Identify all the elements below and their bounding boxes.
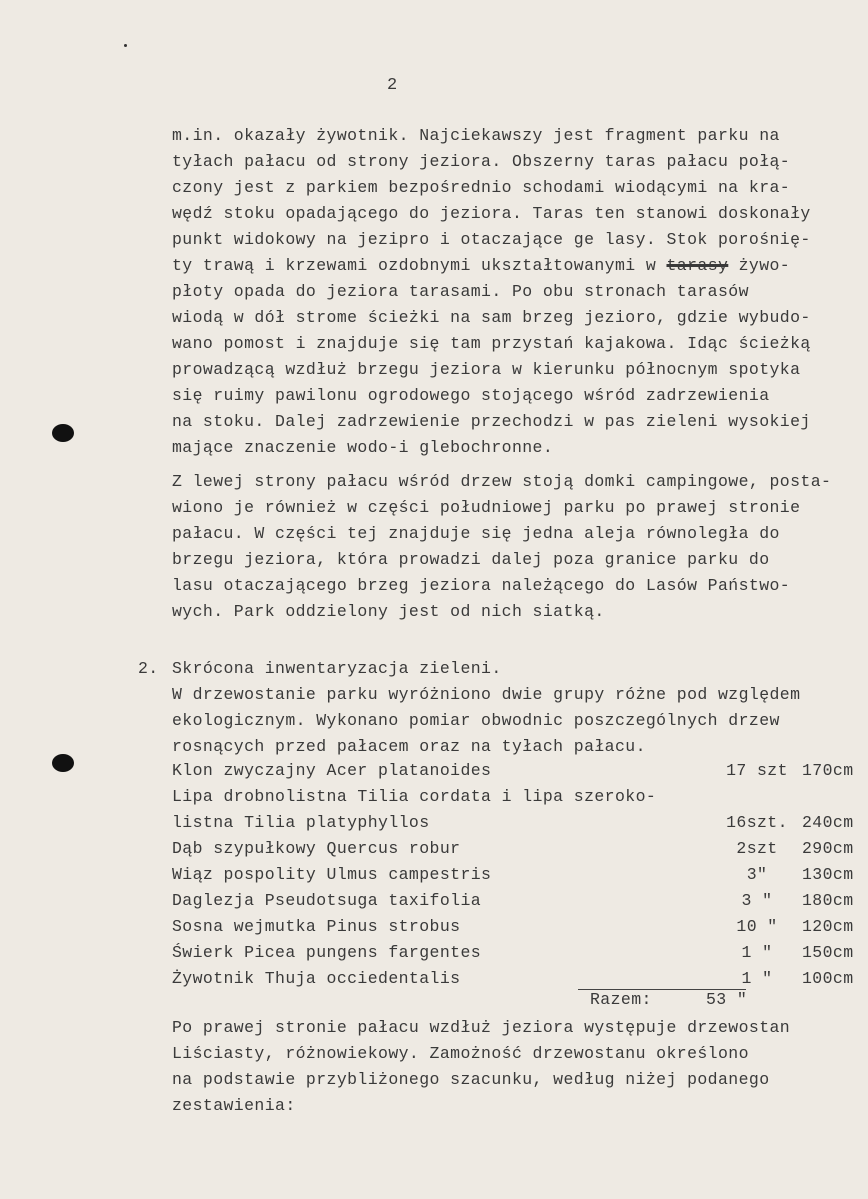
section-heading: Skrócona inwentaryzacja zieleni. bbox=[172, 659, 502, 678]
total-label: Razem: bbox=[590, 990, 652, 1009]
punch-hole-bottom bbox=[52, 754, 74, 772]
tree-count: 1 " bbox=[741, 943, 773, 962]
page-speck bbox=[124, 44, 127, 47]
tree-count: 3" bbox=[746, 865, 768, 884]
tree-count: 10 " bbox=[736, 917, 778, 936]
tree-name: Żywotnik Thuja occiedentalis bbox=[172, 969, 461, 988]
text-line: Z lewej strony pałacu wśród drzew stoją domki campingowe, posta- bbox=[172, 472, 832, 491]
text-line: Liściasty, różnowiekowy. Zamożność drzewostanu określono bbox=[172, 1044, 749, 1063]
tree-circumference: 130cm bbox=[802, 865, 854, 884]
text-line: punkt widokowy na jezipro i otaczające ge lasy. Stok porośnię- bbox=[172, 230, 811, 249]
tree-name: Dąb szypułkowy Quercus robur bbox=[172, 839, 461, 858]
tree-name: listna Tilia platyphyllos bbox=[172, 813, 430, 832]
tree-circumference: 180cm bbox=[802, 891, 854, 910]
tree-count: 3 " bbox=[741, 891, 773, 910]
section-number: 2. bbox=[138, 659, 159, 678]
tree-circumference: 170cm bbox=[802, 761, 854, 780]
text-line: Po prawej stronie pałacu wzdłuż jeziora występuje drzewostan bbox=[172, 1018, 791, 1037]
tree-circumference: 120cm bbox=[802, 917, 854, 936]
text-line: mające znaczenie wodo-i glebochronne. bbox=[172, 438, 554, 457]
text-line: wiodą w dół strome ścieżki na sam brzeg jezioro, gdzie wybudo- bbox=[172, 308, 811, 327]
tree-count: 2szt bbox=[736, 839, 778, 858]
text-fragment: ty trawą i krzewami ozdobnymi ukształtowanymi w bbox=[172, 256, 667, 275]
table-row bbox=[172, 865, 854, 889]
tree-name: Lipa drobnolistna Tilia cordata i lipa szeroko- bbox=[172, 787, 657, 806]
text-line: się ruimy pawilonu ogrodowego stojącego wśród zadrzewienia bbox=[172, 386, 770, 405]
text-line: płoty opada do jeziora tarasami. Po obu stronach tarasów bbox=[172, 282, 749, 301]
text-line: wych. Park oddzielony jest od nich siatką. bbox=[172, 602, 605, 621]
tree-circumference: 240cm bbox=[802, 813, 854, 832]
punch-hole-top bbox=[52, 424, 74, 442]
tree-count: 16szt. bbox=[726, 813, 788, 832]
text-line: na podstawie przybliżonego szacunku, według niżej podanego bbox=[172, 1070, 770, 1089]
text-fragment: żywo- bbox=[728, 256, 791, 275]
text-line: na stoku. Dalej zadrzewienie przechodzi w pas zieleni wysokiej bbox=[172, 412, 811, 431]
page-number: 2 bbox=[387, 76, 398, 95]
text-line: tyłach pałacu od strony jeziora. Obszerny taras pałacu połą- bbox=[172, 152, 791, 171]
text-line bbox=[172, 256, 790, 275]
text-line: prowadzącą wzdłuż brzegu jeziora w kierunku północnym spotyka bbox=[172, 360, 801, 379]
text-line: wano pomost i znajduje się tam przystań kajakowa. Idąc ścieżką bbox=[172, 334, 811, 353]
table-row bbox=[172, 891, 854, 915]
table-row bbox=[172, 943, 854, 967]
struck-word: tarasy bbox=[666, 256, 729, 275]
text-line: ekologicznym. Wykonano pomiar obwodnic poszczególnych drzew bbox=[172, 711, 780, 730]
table-row bbox=[172, 787, 842, 811]
table-row bbox=[172, 761, 854, 785]
tree-circumference: 150cm bbox=[802, 943, 854, 962]
tree-name: Świerk Picea pungens fargentes bbox=[172, 943, 482, 962]
text-line: pałacu. W części tej znajduje się jedna aleja równoległa do bbox=[172, 524, 780, 543]
tree-count: 1 " bbox=[741, 969, 773, 988]
tree-name: Klon zwyczajny Acer platanoides bbox=[172, 761, 492, 780]
total-value: 53 " bbox=[706, 990, 748, 1009]
tree-count: 17 szt bbox=[726, 761, 788, 780]
tree-name: Wiąz pospolity Ulmus campestris bbox=[172, 865, 492, 884]
table-row bbox=[172, 917, 854, 941]
text-line: m.in. okazały żywotnik. Najciekawszy jest fragment parku na bbox=[172, 126, 780, 145]
text-line: lasu otaczającego brzeg jeziora należącego do Lasów Państwo- bbox=[172, 576, 791, 595]
text-line: czony jest z parkiem bezpośrednio schodami wiodącymi na kra- bbox=[172, 178, 791, 197]
text-line: wędź stoku opadającego do jeziora. Taras ten stanowi doskonały bbox=[172, 204, 811, 223]
text-line: zestawienia: bbox=[172, 1096, 296, 1115]
text-line: brzegu jeziora, która prowadzi dalej poza granice parku do bbox=[172, 550, 770, 569]
tree-circumference: 100cm bbox=[802, 969, 854, 988]
tree-name: Sosna wejmutka Pinus strobus bbox=[172, 917, 461, 936]
table-row bbox=[172, 839, 854, 863]
table-row bbox=[172, 813, 854, 837]
text-line: W drzewostanie parku wyróżniono dwie grupy różne pod względem bbox=[172, 685, 801, 704]
text-line: wiono je również w części południowej parku po prawej stronie bbox=[172, 498, 801, 517]
tree-name: Daglezja Pseudotsuga taxifolia bbox=[172, 891, 482, 910]
tree-circumference: 290cm bbox=[802, 839, 854, 858]
text-line: rosnących przed pałacem oraz na tyłach pałacu. bbox=[172, 737, 646, 756]
